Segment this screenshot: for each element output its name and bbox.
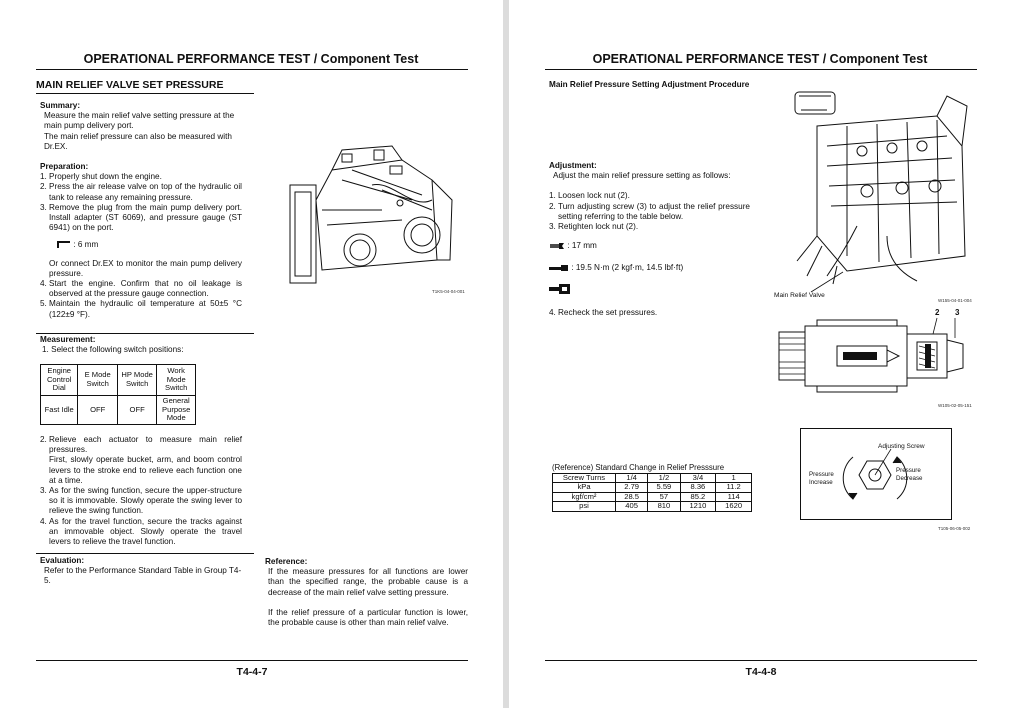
table-cell: 57 xyxy=(648,492,680,501)
table-cell: 3/4 xyxy=(680,474,716,483)
table-cell: 114 xyxy=(716,492,752,501)
page-number: T4-4-8 xyxy=(745,666,777,678)
list-item: 4. Start the engine. Confirm that no oil leakage is observed at the pressure gauge connection. xyxy=(40,279,242,299)
table-cell: kPa xyxy=(553,483,616,492)
table-cell: 1620 xyxy=(716,502,752,511)
reference-block xyxy=(265,557,468,628)
adjustment-intro: Adjust the main relief pressure setting as follows: xyxy=(553,171,731,181)
left-page xyxy=(0,0,503,708)
list-item: First, slowly operate bucket, arm, and boom control levers to the stroke end to relieve each function one at a time. xyxy=(49,455,242,485)
table-cell: Work Mode Switch xyxy=(157,365,196,396)
summary-block xyxy=(40,101,250,152)
table-cell: General Purpose Mode xyxy=(157,396,196,425)
control-valve-illustration xyxy=(787,86,979,286)
summary-line: main pump delivery port. xyxy=(44,121,134,131)
page-header: OPERATIONAL PERFORMANCE TEST / Component Test xyxy=(83,52,419,66)
reference-paragraph: If the measure pressures for all functions are lower than the specified range, the probable cause is a decrease of the main relief valve setting pressure. xyxy=(268,567,468,597)
nut-tool-icon xyxy=(549,284,571,294)
table-cell: 85.2 xyxy=(680,492,716,501)
switch-positions-table xyxy=(40,364,196,425)
adjustment-block xyxy=(549,161,750,318)
leader-line xyxy=(809,270,845,294)
callout-2: 2 xyxy=(935,308,940,317)
table-cell: 810 xyxy=(648,502,680,511)
adjustment-title: Adjustment: xyxy=(549,161,597,170)
wrench-icon xyxy=(549,242,565,250)
list-item: 5. Maintain the hydraulic oil temperature at 50±5 °C (122±9 °F). xyxy=(40,299,242,319)
evaluation-title: Evaluation: xyxy=(40,556,85,565)
preparation-block xyxy=(40,162,242,320)
table-cell: OFF xyxy=(117,396,156,425)
hex-wrench-icon xyxy=(57,241,71,249)
section-title: MAIN RELIEF VALVE SET PRESSURE xyxy=(36,79,224,91)
table-row xyxy=(41,396,196,425)
table-cell: psi xyxy=(553,502,616,511)
procedure-title: Main Relief Pressure Setting Adjustment Procedure xyxy=(549,80,750,89)
summary-line: Measure the main relief valve setting pressure at the xyxy=(44,111,235,121)
summary-line: Dr.EX. xyxy=(44,141,68,151)
wrench-size: : 17 mm xyxy=(567,241,597,251)
measurement-title: Measurement: xyxy=(40,335,96,344)
relief-pressure-table xyxy=(552,473,752,512)
list-item: 3. Remove the plug from the main pump delivery port. Install adapter (ST 6069), and pressure gauge (ST 6941) on the port. xyxy=(40,202,242,233)
evaluation-block xyxy=(40,556,244,587)
reference-paragraph: If the relief pressure of a particular function is lower, the probable cause is other than main relief valve. xyxy=(268,607,468,628)
callout-3: 3 xyxy=(955,308,960,317)
table-cell: 2.79 xyxy=(616,483,648,492)
tool-spec xyxy=(40,240,242,250)
adjusting-screw-label: Adjusting Screw xyxy=(878,443,925,450)
measurement-rule xyxy=(36,333,254,334)
wrench-spec xyxy=(549,241,750,251)
pressure-decrease-label: Pressure Decrease xyxy=(896,467,923,482)
header-rule xyxy=(545,69,977,70)
table-cell: Fast Idle xyxy=(41,396,78,425)
evaluation-rule xyxy=(36,553,254,554)
list-item: 1. Loosen lock nut (2). xyxy=(549,191,630,201)
table-cell: 11.2 xyxy=(716,483,752,492)
table-cell: HP Mode Switch xyxy=(117,365,156,396)
list-item: 2. Press the air release valve on top of the hydraulic oil tank to release any remaining pressure. xyxy=(40,182,242,202)
page-header: OPERATIONAL PERFORMANCE TEST / Component Test xyxy=(592,52,928,66)
table-cell: 28.5 xyxy=(616,492,648,501)
table-cell: 8.36 xyxy=(680,483,716,492)
torque-spec xyxy=(549,263,750,273)
figure-caption: T1K5-04-04-001 xyxy=(432,289,465,294)
list-item: 3. Retighten lock nut (2). xyxy=(549,222,639,232)
table-cell: 1/4 xyxy=(616,474,648,483)
list-item: 1. Properly shut down the engine. xyxy=(40,172,162,182)
list-item: 2. Turn adjusting screw (3) to adjust the relief pressure setting referring to the table below. xyxy=(549,201,750,221)
table-cell: 405 xyxy=(616,502,648,511)
torque-value: : 19.5 N·m (2 kgf·m, 14.5 lbf·ft) xyxy=(571,263,684,273)
lock-icon-row xyxy=(549,284,750,294)
relief-valve-cross-section xyxy=(777,316,973,396)
main-relief-valve-label: Main Relief Valve xyxy=(774,292,825,299)
figure-caption: W155-04-01-004 xyxy=(938,298,972,303)
torque-wrench-icon xyxy=(549,264,569,272)
footer-rule xyxy=(36,660,468,661)
figure-caption: T105-06-05-002 xyxy=(938,526,971,531)
table-row xyxy=(553,483,752,492)
list-item: 2. Relieve each actuator to measure main relief pressures. xyxy=(40,435,242,455)
adjusting-screw-diagram xyxy=(800,428,952,520)
table-cell: 1 xyxy=(716,474,752,483)
table-cell: 1210 xyxy=(680,502,716,511)
table-cell: Engine Control Dial xyxy=(41,365,78,396)
measurement-block xyxy=(40,335,242,355)
section-rule xyxy=(36,93,254,94)
reference-title: Reference: xyxy=(265,557,308,566)
table-caption: (Reference) Standard Change in Relief Presssure xyxy=(552,463,725,472)
list-item: 4. Recheck the set pressures. xyxy=(549,308,658,317)
list-item: 4. As for the travel function, secure the tracks against an immovable object. Slowly operate the travel levers to relieve the travel function. xyxy=(40,516,242,547)
table-cell: Screw Turns xyxy=(553,474,616,483)
page-number: T4-4-7 xyxy=(236,666,268,678)
table-cell: 1/2 xyxy=(648,474,680,483)
table-cell: 5.59 xyxy=(648,483,680,492)
list-item: 3. As for the swing function, secure the upper-structure so it is immovable. Slowly operate the swing lever to relieve the swing function. xyxy=(40,486,242,516)
pressure-increase-label: Pressure Increase xyxy=(809,471,834,486)
measurement-steps xyxy=(40,435,242,547)
footer-rule xyxy=(545,660,977,661)
table-row xyxy=(553,502,752,511)
right-page xyxy=(509,0,1012,708)
table-cell: OFF xyxy=(78,396,118,425)
table-cell: kgf/cm² xyxy=(553,492,616,501)
preparation-title: Preparation: xyxy=(40,162,89,171)
dr-ex-note: Or connect Dr.EX to monitor the main pump delivery pressure. xyxy=(49,258,242,278)
main-pump-illustration xyxy=(282,140,470,288)
evaluation-text: Refer to the Performance Standard Table in Group T4-5. xyxy=(44,566,242,586)
summary-line: The main relief pressure can also be measured with xyxy=(44,131,232,141)
header-rule xyxy=(36,69,468,70)
table-row xyxy=(41,365,196,396)
table-cell: E Mode Switch xyxy=(78,365,118,396)
summary-title: Summary: xyxy=(40,101,81,110)
tool-size: : 6 mm xyxy=(73,240,99,250)
figure-caption: W105-02-05-151 xyxy=(938,403,972,408)
measurement-step-1: 1. Select the following switch positions: xyxy=(42,345,184,355)
